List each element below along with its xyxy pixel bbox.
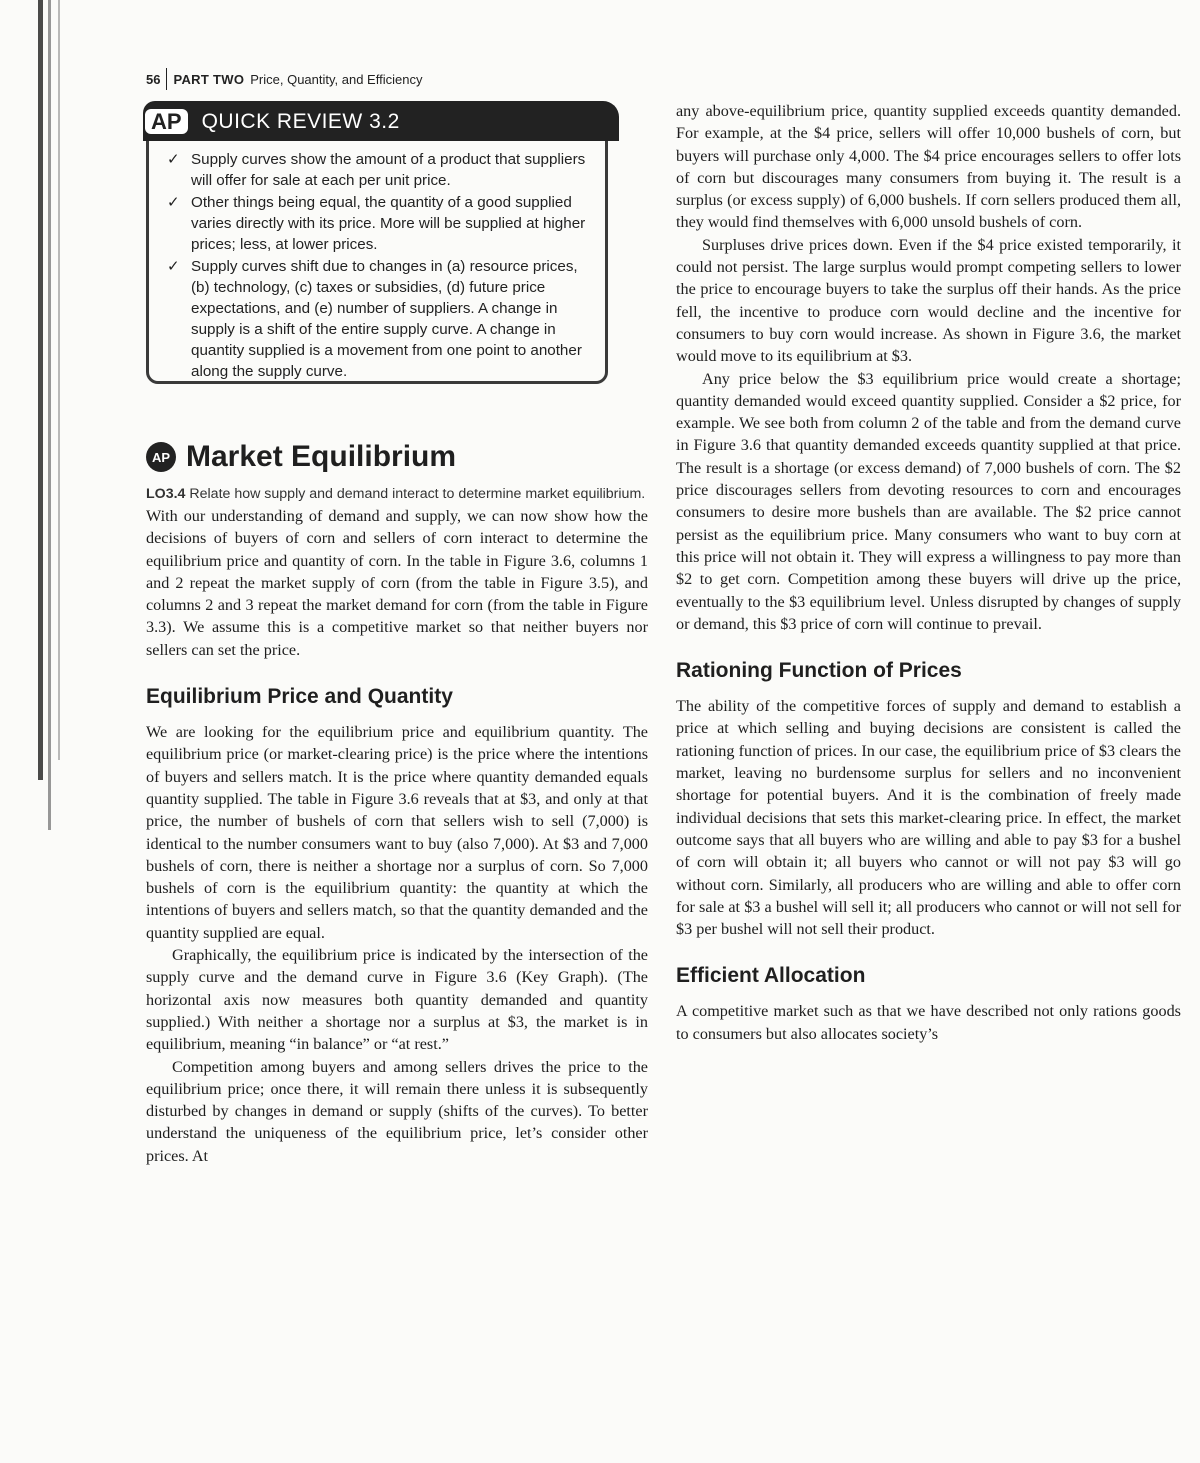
intro-paragraph: With our understanding of demand and supply, we can now show how the decisions of buyers of corn and sellers of corn interact to determine the equilibrium price and quantity of corn. In the table in Figure 3.6, columns 1 and 2 repeat the market supply of corn (from the table in Figure 3.5), and columns 2 and 3 repeat the market demand for corn (from the table in Figure 3.3). We assume this is a competitive market so that neither buyers nor sellers can set the price.	[146, 507, 648, 659]
quick-review-box	[146, 106, 608, 384]
body-paragraph: Surpluses drive prices down. Even if the $4 price existed temporarily, it could not persist. The large surplus would prompt competing sellers to lower the price to encourage buyers to take the surplus off their hands. As the price fell, the incentive to produce corn would decline and the incentive for consumers to buy corn would increase. As shown in Figure 3.6, the market would move to its equilibrium at $3.	[676, 235, 1181, 366]
chapter-label: Price, Quantity, and Efficiency	[250, 71, 423, 87]
quick-review-item-text: Other things being equal, the quantity of a good supplied varies directly with its price. More will be supplied at higher prices; less, at lower prices.	[191, 194, 586, 253]
page-binding-line	[58, 0, 60, 760]
section-title: Market Equilibrium	[186, 440, 457, 473]
page-binding-shadow-inner	[48, 0, 51, 830]
body-paragraph: any above-equilibrium price, quantity supplied exceeds quantity demanded. For example, at the $4 price, sellers will offer 10,000 bushels of corn, but buyers will purchase only 4,000. The $4 price encourages sellers to offer lots of corn but discourages many consumers from buying it. The result is a surplus (or excess supply) of 6,000 bushels. If corn sellers produced them all, they would find themselves with 6,000 unsold bushels of corn.	[676, 102, 1181, 232]
header-divider	[166, 68, 167, 90]
checkmark-icon: ✓	[167, 258, 180, 275]
running-header	[146, 68, 422, 90]
body-paragraph: Any price below the $3 equilibrium price would create a shortage; quantity demanded would exceed quantity supplied. Consider a $2 price, for example. We see both from column 2 of the table and from the demand curve in Figure 3.6 that quantity demanded exceeds quantity supplied at that price. The result is a shortage (or excess demand) of 7,000 bushels of corn. The $2 price discourages sellers from devoting resources to corn and encourages consumers to desire more bushels than are available. The $2 price cannot persist as the equilibrium price. Many consumers who want to buy corn at this price will not obtain it. They will express a willingness to pay more than $2 to get corn. Competition among these buyers will drive up the price, eventually to the $3 equilibrium level. Unless disrupted by changes of supply or demand, this $3 price of corn will continue to prevail.	[676, 369, 1181, 633]
checkmark-icon: ✓	[167, 194, 180, 211]
section-heading	[146, 440, 648, 474]
body-paragraph: A competitive market such as that we have described not only rations goods to consumers but also allocates society’s	[676, 1002, 1181, 1043]
quick-review-title: QUICK REVIEW 3.2	[201, 109, 400, 133]
body-paragraph: The ability of the competitive forces of supply and demand to establish a price at which selling and buying decisions are consistent is called the rationing function of prices. In our case, the equilibrium price of $3 clears the market, leaving no burdensome surplus for sellers and no inconvenient shortage for potential buyers. And it is the combination of freely made individual decisions that sets this market-clearing price. In effect, the market outcome says that all buyers who are willing and able to pay $3 for a bushel of corn will obtain it; all buyers who cannot or will not pay $3 will go without corn. Similarly, all producers who are willing and able to offer corn for sale at $3 a bushel will sell it; all producers who cannot or will not sell for $3 per bushel will not sell their product.	[676, 697, 1181, 939]
learning-objective-text: Relate how supply and demand interact to determine market equilibrium.	[189, 486, 646, 502]
quick-review-item-text: Supply curves shift due to changes in (a) resource prices, (b) technology, (c) taxes or subsidies, (d) future price expectations, and (e) number of suppliers. A change in supply is a shift of the entire supply curve. A change in quantity supplied is a movement from one point to another along the supply curve.	[191, 258, 582, 380]
page-number: 56	[146, 71, 161, 87]
subheading-rationing: Rationing Function of Prices	[676, 659, 962, 683]
learning-objective	[146, 484, 648, 505]
body-paragraph: Competition among buyers and among sellers drives the price to the equilibrium price; once there, it will remain there unless it is subsequently disturbed by changes in demand or supply (shifts of the curves). To better understand the uniqueness of the equilibrium price, let’s consider other prices. At	[146, 1057, 648, 1165]
ap-badge: AP	[145, 109, 188, 134]
quick-review-item	[167, 149, 587, 191]
part-label: PART TWO	[173, 71, 245, 87]
right-column	[676, 100, 1181, 1045]
body-paragraph: We are looking for the equilibrium price and equilibrium quantity. The equilibrium price (or market-clearing price) is the price where the intentions of buyers and sellers match. It is the price where quantity demanded equals quantity supplied. The table in Figure 3.6 reveals that at $3, and only at that price, the number of bushels of corn that sellers wish to sell (7,000) is identical to the number consumers want to buy (also 7,000). At $3 and 7,000 bushels of corn, there is neither a shortage nor a surplus of corn. So 7,000 bushels of corn is the equilibrium quantity: the quantity at which the intentions of buyers and sellers match, so that the quantity demanded and the quantity supplied are equal.	[146, 723, 648, 942]
quick-review-item-text: Supply curves show the amount of a product that suppliers will offer for sale at each per unit price.	[191, 151, 586, 189]
ap-circle-icon: AP	[146, 442, 176, 472]
learning-objective-code: LO3.4	[146, 486, 186, 502]
quick-review-item	[167, 256, 587, 382]
quick-review-item	[167, 192, 587, 255]
quick-review-header	[143, 101, 619, 141]
page-binding-shadow	[38, 0, 43, 780]
body-paragraph: Graphically, the equilibrium price is indicated by the intersection of the supply curve and the demand curve in Figure 3.6 (Key Graph). (The horizontal axis now measures both quantity demanded and quantity supplied.) With neither a shortage nor a surplus at $3, the market is in equilibrium, meaning “in balance” or “at rest.”	[146, 946, 648, 1054]
subheading-equilibrium: Equilibrium Price and Quantity	[146, 685, 453, 709]
left-column	[146, 106, 648, 1167]
checkmark-icon: ✓	[167, 151, 180, 168]
subheading-efficient-allocation: Efficient Allocation	[676, 964, 866, 988]
